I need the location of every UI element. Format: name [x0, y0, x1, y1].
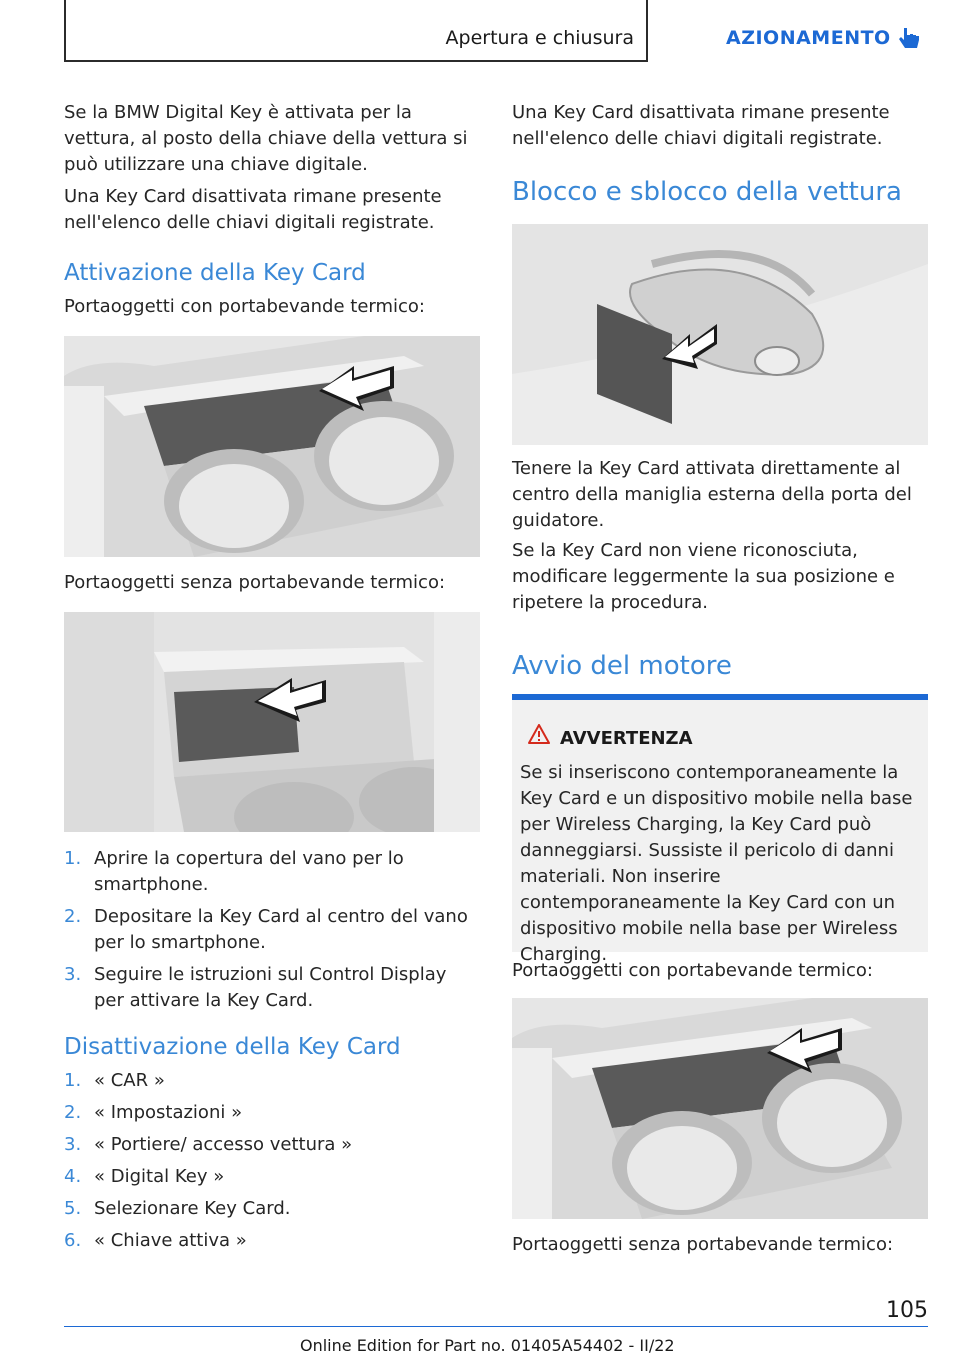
list-item: [64, 962, 480, 1014]
section-title: Apertura e chiusura: [445, 27, 634, 49]
caption-thermal-left: Portaoggetti con portabevande termico:: [64, 296, 425, 317]
intro-paragraph-2: Una Key Card disattivata rimane presente nell'elenco delle chiavi digitali registrate.: [64, 186, 442, 233]
footer-divider: [64, 1326, 928, 1327]
warning-text: Se si inseriscono contemporaneamente la Key Card e un dispositivo mobile nella base per Wireless Charging, la Key Card può danneggiarsi. Sussiste il pericolo di danni materiali. Non inserire contemporaneamente la Key Card con un dispositivo mobile nella base per Wireless Charging.: [520, 762, 913, 965]
step-text: « Digital Key »: [94, 1166, 225, 1187]
step-text: Selezionare Key Card.: [94, 1198, 291, 1219]
caption-nonthermal-right: Portaoggetti senza portabevande termico:: [512, 1234, 894, 1255]
page-header: [64, 0, 928, 64]
step-number: 1.: [64, 848, 82, 869]
step-number: 4.: [64, 1166, 82, 1187]
deactivation-heading: Disattivazione della Key Card: [64, 1034, 401, 1060]
step-text: « CAR »: [94, 1070, 165, 1091]
activation-heading: Attivazione della Key Card: [64, 260, 366, 286]
activation-steps: [64, 846, 480, 1014]
list-item: [64, 846, 480, 898]
figure-console-thermal: [64, 336, 480, 557]
lock-text-1: Tenere la Key Card attivata direttamente al centro della maniglia esterna della porta del guidatore.: [512, 458, 912, 531]
right-intro: Una Key Card disattivata rimane presente nell'elenco delle chiavi digitali registrate.: [512, 102, 890, 149]
section-tab: [64, 0, 648, 62]
step-text: Depositare la Key Card al centro del vano per lo smartphone.: [94, 906, 468, 953]
deactivation-steps: [64, 1068, 480, 1254]
lock-heading: Blocco e sblocco della vettura: [512, 177, 902, 207]
engine-heading: Avvio del motore: [512, 651, 732, 681]
list-item: [64, 1100, 480, 1126]
figure-door-handle: [512, 224, 928, 445]
intro-paragraph-1: Se la BMW Digital Key è attivata per la vettura, al posto della chiave della vettura si può utilizzare una chiave digitale.: [64, 102, 468, 175]
list-item: [64, 1068, 480, 1094]
warning-box: [512, 694, 928, 965]
hand-pointer-icon: [898, 26, 922, 52]
list-item: [64, 904, 480, 956]
figure-console-nonthermal: [64, 612, 480, 832]
caption-nonthermal-left: Portaoggetti senza portabevande termico:: [64, 572, 446, 593]
step-text: Seguire le istruzioni sul Control Display per attivare la Key Card.: [94, 964, 447, 1011]
list-item: [64, 1132, 480, 1158]
list-item: [64, 1164, 480, 1190]
step-number: 3.: [64, 1134, 82, 1155]
lock-text-2: Se la Key Card non viene riconosciuta, modificare leggermente la sua posizione e ripetere la procedura.: [512, 540, 895, 613]
step-number: 2.: [64, 906, 82, 927]
step-number: 3.: [64, 964, 82, 985]
list-item: [64, 1228, 480, 1254]
caption-thermal-right: Portaoggetti con portabevande termico:: [512, 960, 873, 981]
warning-triangle-icon: [528, 724, 550, 744]
step-text: « Portiere/ accesso vettura »: [94, 1134, 353, 1155]
chapter-tab: [650, 0, 928, 62]
step-number: 2.: [64, 1102, 82, 1123]
step-number: 6.: [64, 1230, 82, 1251]
edition-info: Online Edition for Part no. 01405A54402 - II/22: [300, 1336, 675, 1355]
step-number: 1.: [64, 1070, 82, 1091]
figure-console-thermal-2: [512, 998, 928, 1219]
chapter-title: AZIONAMENTO: [726, 27, 891, 49]
step-text: « Chiave attiva »: [94, 1230, 247, 1251]
list-item: [64, 1196, 480, 1222]
warning-title: AVVERTENZA: [560, 728, 693, 749]
step-number: 5.: [64, 1198, 82, 1219]
step-text: « Impostazioni »: [94, 1102, 243, 1123]
step-text: Aprire la copertura del vano per lo smartphone.: [94, 848, 404, 895]
page-number: 105: [886, 1298, 928, 1323]
